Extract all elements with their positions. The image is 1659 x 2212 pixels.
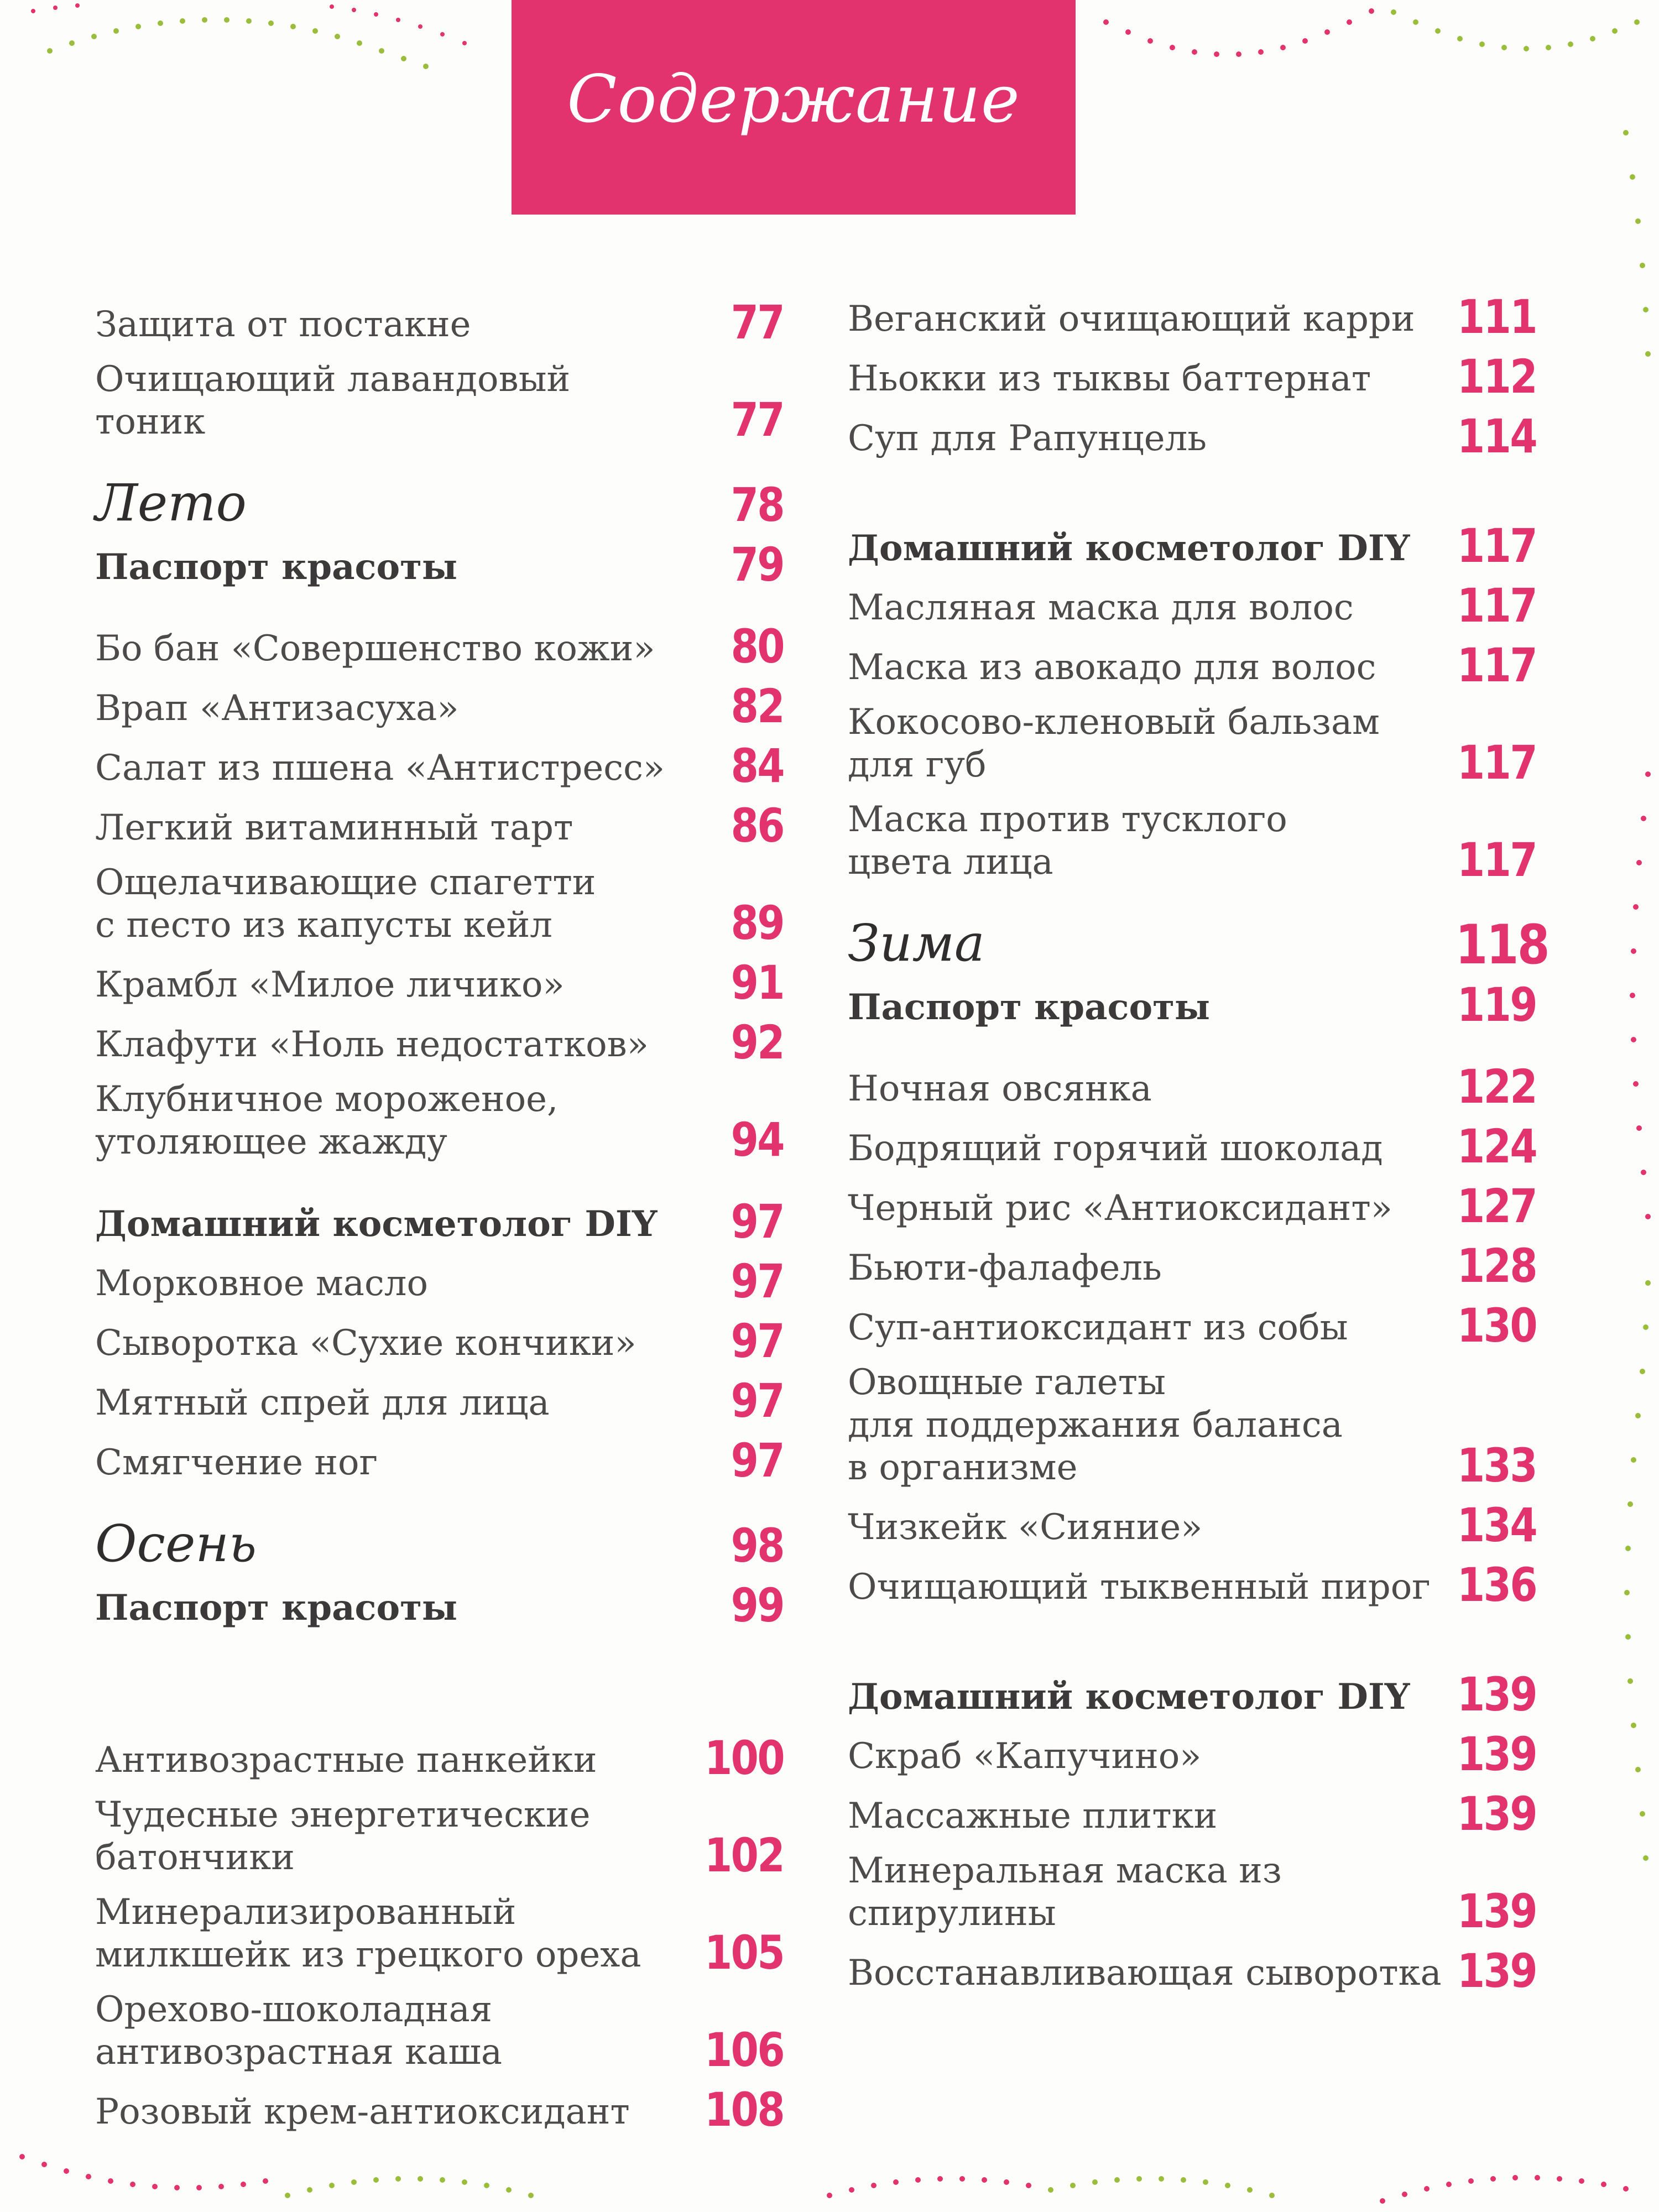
toc-entry-page: 119 bbox=[1457, 978, 1536, 1032]
toc-entry bbox=[95, 1078, 784, 1167]
toc-entry-title: Маска из авокадо для волос bbox=[848, 647, 1376, 688]
decorative-dots-top-right bbox=[1084, 0, 1659, 111]
toc-entry-page: 139 bbox=[1457, 1727, 1536, 1781]
toc-entry-page: 106 bbox=[704, 2023, 784, 2077]
toc-entry-title: Маска против тусклого цвета лица bbox=[848, 799, 1287, 883]
toc-entry-page: 108 bbox=[704, 2083, 784, 2137]
toc-entry-page: 97 bbox=[731, 1314, 784, 1368]
toc-entry bbox=[95, 956, 784, 1010]
toc-entry-page: 94 bbox=[731, 1113, 784, 1167]
toc-entry-title: Минерализированный милкшейк из грецкого ореха bbox=[95, 1892, 641, 1975]
toc-entry-page: 130 bbox=[1457, 1298, 1536, 1353]
toc-entry-page: 97 bbox=[731, 1433, 784, 1488]
toc-entry-page: 77 bbox=[731, 295, 784, 349]
toc-entry-title: Защита от постакне bbox=[95, 304, 471, 345]
toc-entry bbox=[95, 1433, 784, 1488]
toc-entry-page: 117 bbox=[1457, 735, 1536, 790]
page-title: Содержание bbox=[567, 61, 1020, 137]
decorative-dots-bottom bbox=[0, 2135, 1659, 2212]
toc-entry-page: 97 bbox=[731, 1194, 784, 1249]
toc-entry-page: 97 bbox=[731, 1254, 784, 1308]
toc-entry-title: Клубничное мороженое, утоляющее жажду bbox=[95, 1079, 559, 1162]
toc-entry-page: 139 bbox=[1457, 1787, 1536, 1841]
toc-entry bbox=[848, 1727, 1536, 1781]
toc-entry-page: 99 bbox=[731, 1578, 784, 1632]
toc-entry-page: 139 bbox=[1457, 1667, 1536, 1721]
toc-entry-title: Крамбл «Милое личико» bbox=[95, 964, 565, 1005]
toc-entry bbox=[95, 1254, 784, 1308]
decorative-dots-top-left bbox=[0, 0, 498, 83]
toc-entry bbox=[95, 1578, 784, 1632]
toc-entry-page: 102 bbox=[704, 1828, 784, 1882]
toc-section-heading bbox=[95, 1514, 784, 1573]
toc-entry-title: Легкий витаминный тарт bbox=[95, 807, 573, 848]
toc-section-heading bbox=[848, 914, 1548, 977]
toc-entry-title: Ночная овсянка bbox=[848, 1068, 1152, 1109]
toc-entry bbox=[95, 538, 784, 592]
toc-entry bbox=[848, 1119, 1536, 1173]
toc-entry-page: 114 bbox=[1457, 409, 1536, 463]
toc-entry-title: Морковное масло bbox=[95, 1263, 428, 1304]
toc-entry bbox=[848, 578, 1536, 633]
toc-entry bbox=[848, 1361, 1536, 1493]
toc-entry-title: Очищающий лавандовый тоник bbox=[95, 359, 571, 442]
toc-entry bbox=[95, 358, 784, 447]
section-title-autumn: Осень bbox=[95, 1514, 257, 1573]
toc-entry-title: Овощные галеты для поддержания баланса в организме bbox=[848, 1362, 1343, 1488]
toc-entry-page: 92 bbox=[731, 1015, 784, 1070]
toc-entry-page: 78 bbox=[731, 478, 784, 532]
toc-entry bbox=[95, 1794, 784, 1882]
toc-entry bbox=[95, 619, 784, 674]
toc-entry-title: Домашний косметолог DIY bbox=[848, 1676, 1410, 1718]
toc-entry-page: 134 bbox=[1457, 1498, 1536, 1552]
section-title-summer: Лето bbox=[95, 473, 247, 533]
toc-entry-page: 98 bbox=[731, 1519, 784, 1573]
toc-entry-page: 105 bbox=[704, 1926, 784, 1980]
toc-entry bbox=[95, 1731, 784, 1785]
toc-entry bbox=[848, 1850, 1536, 1938]
toc-entry bbox=[848, 1787, 1536, 1841]
toc-entry bbox=[848, 978, 1536, 1032]
toc-entry-title: Ньокки из тыквы баттернат bbox=[848, 358, 1371, 399]
toc-entry-title: Орехово-шоколадная антивозрастная каша bbox=[95, 1989, 503, 2073]
toc-entry bbox=[848, 701, 1536, 790]
toc-entry bbox=[848, 1498, 1536, 1552]
toc-entry-page: 124 bbox=[1457, 1119, 1536, 1173]
toc-entry bbox=[95, 1374, 784, 1428]
toc-entry-page: 127 bbox=[1457, 1179, 1536, 1233]
toc-entry-title: Мятный спрей для лица bbox=[95, 1383, 550, 1423]
toc-entry-page: 136 bbox=[1457, 1558, 1536, 1612]
toc-right-column bbox=[848, 290, 1548, 2007]
toc-entry-page: 84 bbox=[731, 739, 784, 793]
toc-left-column bbox=[95, 295, 784, 2146]
toc-entry-page: 79 bbox=[731, 538, 784, 592]
toc-entry-title: Сыворотка «Сухие кончики» bbox=[95, 1323, 637, 1364]
toc-entry bbox=[95, 1891, 784, 1980]
toc-entry-title: Веганский очищающий карри bbox=[848, 299, 1415, 340]
toc-entry-page: 82 bbox=[731, 679, 784, 733]
toc-entry bbox=[848, 290, 1536, 344]
toc-entry-page: 117 bbox=[1457, 833, 1536, 887]
toc-entry bbox=[848, 1239, 1536, 1293]
toc-entry bbox=[95, 862, 784, 950]
toc-entry bbox=[95, 1194, 784, 1249]
toc-entry-title: Розовый крем-антиоксидант bbox=[95, 2091, 630, 2132]
toc-section-heading bbox=[95, 473, 784, 533]
toc-entry-title: Восстанавливающая сыворотка bbox=[848, 1953, 1442, 1994]
toc-entry bbox=[95, 1314, 784, 1368]
toc-entry-page: 122 bbox=[1457, 1060, 1536, 1114]
toc-entry bbox=[848, 1558, 1536, 1612]
toc-entry bbox=[95, 1015, 784, 1070]
toc-entry-page: 97 bbox=[731, 1374, 784, 1428]
toc-entry bbox=[848, 349, 1536, 404]
toc-entry bbox=[95, 739, 784, 793]
toc-entry bbox=[848, 1179, 1536, 1233]
toc-entry bbox=[95, 679, 784, 733]
toc-entry bbox=[95, 1989, 784, 2077]
toc-entry-title: Чизкейк «Сияние» bbox=[848, 1507, 1203, 1548]
decorative-dots-right-edge bbox=[1593, 111, 1659, 2157]
toc-entry-page: 128 bbox=[1457, 1239, 1536, 1293]
toc-entry-page: 117 bbox=[1457, 638, 1536, 692]
toc-entry-title: Бо бан «Совершенство кожи» bbox=[95, 628, 655, 669]
toc-entry bbox=[848, 799, 1536, 887]
toc-entry-title: Суп-антиоксидант из собы bbox=[848, 1307, 1348, 1348]
toc-entry-title: Паспорт красоты bbox=[848, 987, 1210, 1028]
section-title-winter: Зима bbox=[848, 914, 985, 973]
toc-entry-title: Суп для Рапунцель bbox=[848, 418, 1207, 459]
toc-entry-page: 86 bbox=[731, 799, 784, 853]
toc-entry bbox=[848, 1667, 1536, 1721]
toc-entry bbox=[95, 295, 784, 349]
toc-entry bbox=[848, 1298, 1536, 1353]
toc-entry-page: 100 bbox=[704, 1731, 784, 1785]
toc-entry-title: Домашний косметолог DIY bbox=[848, 528, 1410, 569]
toc-entry-page: 118 bbox=[1455, 914, 1548, 977]
toc-entry-page: 89 bbox=[731, 896, 784, 950]
toc-entry-title: Салат из пшена «Антистресс» bbox=[95, 748, 665, 789]
toc-entry-page: 80 bbox=[731, 619, 784, 674]
toc-entry-title: Антивозрастные панкейки bbox=[95, 1740, 597, 1781]
title-banner bbox=[512, 0, 1076, 215]
toc-entry-page: 91 bbox=[731, 956, 784, 1010]
toc-entry bbox=[848, 1944, 1536, 1998]
toc-entry bbox=[848, 409, 1536, 463]
toc-entry-title: Смягчение ног bbox=[95, 1442, 378, 1483]
toc-entry-page: 117 bbox=[1457, 578, 1536, 633]
toc-entry bbox=[848, 1060, 1536, 1114]
toc-entry-title: Кокосово-кленовый бальзам для губ bbox=[848, 702, 1380, 785]
toc-entry-title: Паспорт красоты bbox=[95, 546, 457, 588]
toc-entry-title: Массажные плитки bbox=[848, 1796, 1218, 1837]
toc-entry-page: 117 bbox=[1457, 519, 1536, 573]
toc-entry-title: Врап «Антизасуха» bbox=[95, 688, 459, 729]
toc-entry-page: 133 bbox=[1457, 1438, 1536, 1493]
toc-entry-title: Домашний косметолог DIY bbox=[95, 1203, 658, 1245]
toc-entry-title: Черный рис «Антиоксидант» bbox=[848, 1188, 1392, 1229]
toc-entry bbox=[848, 519, 1536, 573]
toc-entry-title: Паспорт красоты bbox=[95, 1587, 457, 1629]
toc-entry-title: Клафути «Ноль недостатков» bbox=[95, 1024, 649, 1065]
toc-entry-page: 139 bbox=[1457, 1884, 1536, 1938]
toc-entry-page: 111 bbox=[1457, 290, 1536, 344]
toc-entry-title: Бьюти-фалафель bbox=[848, 1248, 1162, 1288]
toc-entry-title: Чудесные энергетические батончики bbox=[95, 1794, 591, 1878]
toc-entry-page: 77 bbox=[731, 393, 784, 447]
toc-entry-title: Очищающий тыквенный пирог bbox=[848, 1567, 1431, 1608]
toc-entry-page: 112 bbox=[1457, 349, 1536, 404]
toc-entry-page: 139 bbox=[1457, 1944, 1536, 1998]
toc-entry-title: Ощелачивающие спагетти с песто из капусты кейл bbox=[95, 862, 596, 946]
toc-entry bbox=[95, 2083, 784, 2137]
toc-entry-title: Скраб «Капучино» bbox=[848, 1736, 1202, 1777]
toc-entry bbox=[848, 638, 1536, 692]
toc-entry bbox=[95, 799, 784, 853]
toc-entry-title: Бодрящий горячий шоколад bbox=[848, 1128, 1383, 1169]
toc-entry-title: Минеральная маска из спирулины bbox=[848, 1850, 1282, 1934]
toc-entry-title: Масляная маска для волос bbox=[848, 587, 1354, 628]
